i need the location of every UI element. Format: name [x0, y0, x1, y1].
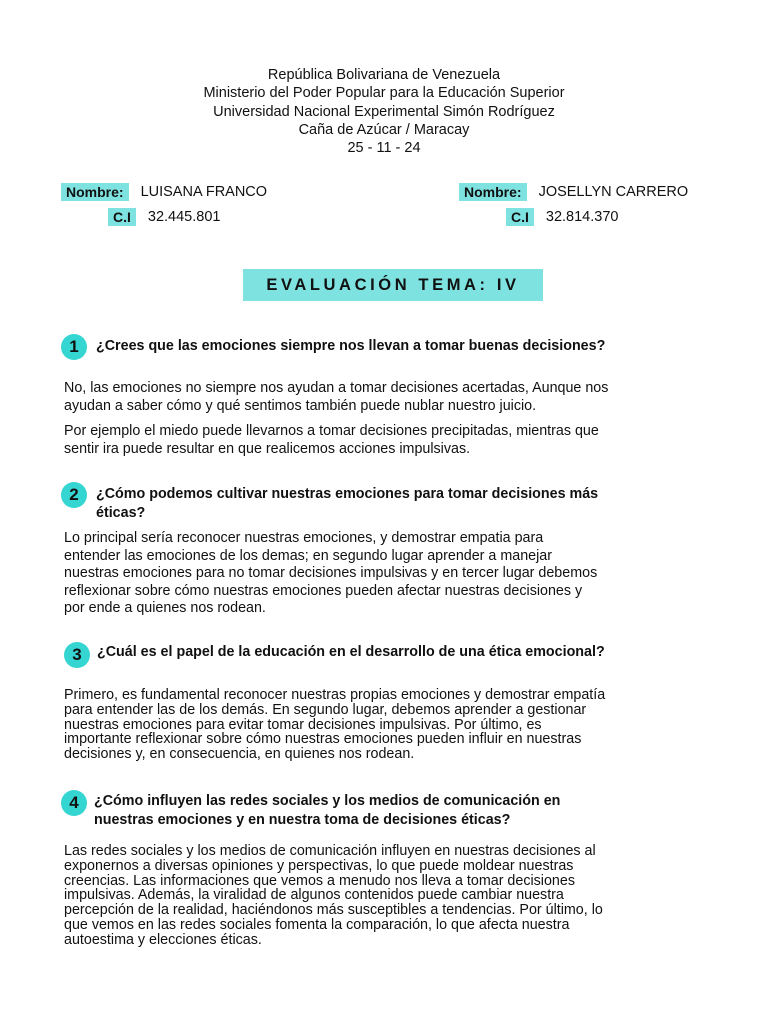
- answer-line: reflexionar sobre cómo nuestras emociones pueden afectar nuestras decisiones y: [64, 582, 583, 599]
- header-country: República Bolivariana de Venezuela: [267, 67, 501, 83]
- answer-line: Lo principal sería reconocer nuestras emociones, y demostrar empatia para: [64, 530, 544, 546]
- answer-line: para entender las de los demás. En segundo lugar, debemos aprender a gestionar: [64, 701, 587, 718]
- answer-line: importante reflexionar sobre cómo nuestras emociones pueden influir en nuestras: [64, 731, 582, 748]
- name-label: Nombre:: [459, 183, 527, 201]
- answer-1: [64, 379, 724, 458]
- header-location: Caña de Azúcar / Maracay: [298, 121, 470, 138]
- question-line: ¿Cuál es el papel de la educación en el desarrollo de una ética emocional?: [97, 644, 605, 660]
- student-2-ci-row: [506, 208, 618, 226]
- student-2-name-row: [459, 183, 688, 201]
- question-number-badge: 3: [64, 642, 90, 668]
- answer-line: percepción de la realidad, haciéndonos más susceptibles a tendencias. Por último, lo: [64, 902, 603, 919]
- question-1: [61, 334, 605, 360]
- question-text: [94, 790, 560, 830]
- answer-line: Las redes sociales y los medios de comunicación influyen en nuestras decisiones al: [64, 843, 596, 859]
- answer-line: exponernos a diversas opiniones y perspectivas, lo que puede moldear nuestras: [64, 857, 574, 874]
- question-2: [61, 482, 598, 523]
- answer-line: ayudan a saber cómo y qué sentimos también puede nublar nuestro juicio.: [64, 398, 537, 414]
- question-line: éticas?: [96, 505, 146, 521]
- answer-4: [64, 844, 724, 948]
- name-label: Nombre:: [61, 183, 129, 201]
- header-ministry: Ministerio del Poder Popular para la Educación Superior: [203, 85, 565, 102]
- answer-3: [64, 688, 724, 762]
- student-1-ci-row: [108, 208, 220, 226]
- question-number-badge: 1: [61, 334, 87, 360]
- ci-label: C.I: [108, 208, 136, 226]
- question-line: ¿Cómo podemos cultivar nuestras emociones para tomar decisiones más: [96, 486, 599, 502]
- answer-line: entender las emociones de los demas; en segundo lugar aprender a manejar: [64, 547, 552, 564]
- question-text: [96, 482, 598, 523]
- question-line: ¿Crees que las emociones siempre nos llevan a tomar buenas decisiones?: [96, 338, 606, 354]
- question-number-badge: 2: [61, 482, 87, 508]
- document-header: [0, 66, 768, 157]
- student-name: JOSELLYN CARRERO: [538, 184, 689, 200]
- question-3: [64, 642, 605, 668]
- ci-label: C.I: [506, 208, 534, 226]
- answer-2: [64, 530, 724, 618]
- answer-line: nuestras emociones para no tomar decisiones impulsivas y en tercer lugar debemos: [64, 565, 598, 581]
- student-ci: 32.814.370: [545, 209, 619, 225]
- header-date: 25 - 11 - 24: [347, 140, 421, 157]
- answer-line: que vemos en las redes sociales fomenta la comparación, lo que afecta nuestra: [64, 916, 570, 933]
- answer-line: No, las emociones no siempre nos ayudan a tomar decisiones acertadas, Aunque nos: [64, 380, 609, 396]
- answer-line: sentir ira puede resultar en que realicemos acciones impulsivas.: [64, 441, 471, 457]
- question-line: nuestras emociones y en nuestra toma de decisiones éticas?: [94, 812, 511, 828]
- answer-line: por ende a quienes nos rodean.: [64, 600, 266, 616]
- question-text: [96, 334, 605, 356]
- student-ci: 32.445.801: [147, 209, 221, 225]
- question-4: [61, 790, 560, 830]
- answer-line: autoestima y elecciones éticas.: [64, 931, 262, 948]
- answer-line: decisiones y, en consecuencia, en quienes nos rodean.: [64, 746, 415, 763]
- evaluation-title: EVALUACIÓN TEMA: IV: [243, 269, 543, 301]
- answer-line: impulsivas. Además, la viralidad de algunos contenidos puede cambiar nuestra: [64, 887, 564, 904]
- answer-line: Por ejemplo el miedo puede llevarnos a tomar decisiones precipitadas, mientras que: [64, 423, 599, 439]
- answer-line: nuestras emociones para evitar tomar decisiones impulsivas. Por último, es: [64, 716, 542, 733]
- question-text: [97, 642, 605, 662]
- answer-line: creencias. Las informaciones que vemos a menudo nos lleva a tomar decisiones: [64, 872, 575, 889]
- question-number-badge: 4: [61, 790, 87, 816]
- student-name: LUISANA FRANCO: [140, 184, 268, 200]
- student-1-name-row: [61, 183, 267, 201]
- question-line: ¿Cómo influyen las redes sociales y los medios de comunicación en: [94, 793, 561, 809]
- header-university: Universidad Nacional Experimental Simón Rodríguez: [213, 103, 555, 120]
- answer-line: Primero, es fundamental reconocer nuestras propias emociones y demostrar empatía: [64, 687, 606, 703]
